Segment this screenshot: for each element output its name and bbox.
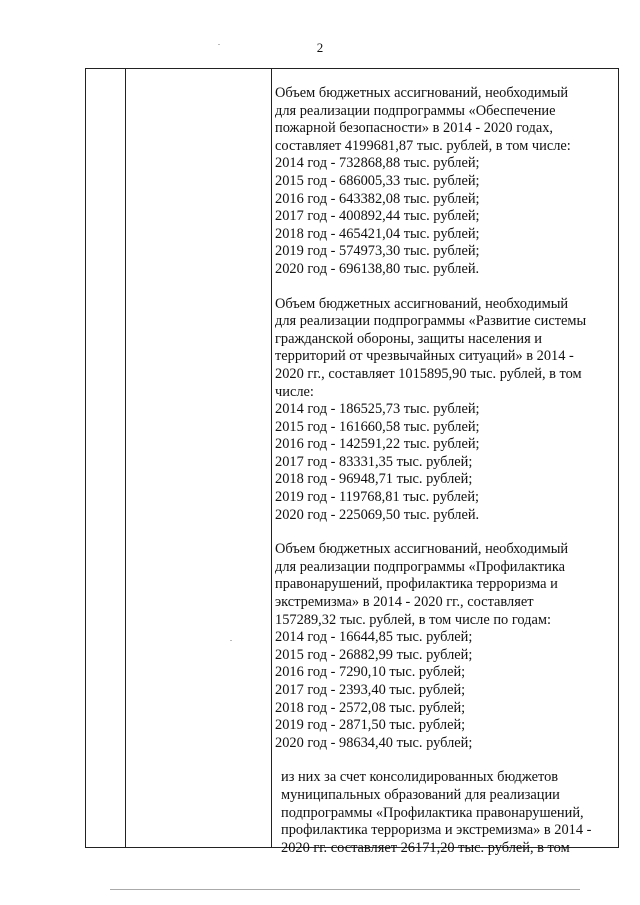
crime-prevention-budget-paragraph <box>275 541 615 752</box>
year-amount-line: 2019 год - 2871,50 тыс. рублей; <box>275 717 466 734</box>
text-line: для реализации подпрограммы «Развитие системы <box>275 313 587 330</box>
text-line: числе: <box>275 383 314 400</box>
text-line: территорий от чрезвычайных ситуаций» в 2014 - <box>275 348 574 365</box>
year-amount-line: 2016 год - 7290,10 тыс. рублей; <box>275 664 466 681</box>
text-line: для реализации подпрограммы «Обеспечение <box>275 102 556 119</box>
text-line: 2020 гг., составляет 1015895,90 тыс. рублей, в том <box>275 365 582 382</box>
year-amount-line: 2014 год - 732868,88 тыс. рублей; <box>275 155 480 172</box>
year-amount-line: 2018 год - 96948,71 тыс. рублей; <box>275 471 473 488</box>
column-divider-2 <box>271 69 272 847</box>
year-amount-line: 2018 год - 2572,08 тыс. рублей; <box>275 699 466 716</box>
text-line: Объем бюджетных ассигнований, необходимый <box>275 295 569 312</box>
scan-edge-line <box>110 889 580 890</box>
year-amount-line: 2017 год - 83331,35 тыс. рублей; <box>275 453 473 470</box>
text-line: экстремизма» в 2014 - 2020 гг., составляет <box>275 594 534 611</box>
year-amount-line: 2014 год - 16644,85 тыс. рублей; <box>275 629 473 646</box>
text-line: 157289,32 тыс. рублей, в том числе по годам: <box>275 611 551 628</box>
year-amount-line: 2020 год - 98634,40 тыс. рублей; <box>275 734 473 751</box>
text-line: профилактика терроризма и экстремизма» в 2014 - <box>281 822 592 839</box>
year-amount-line: 2020 год - 696138,80 тыс. рублей. <box>275 260 480 277</box>
text-line: пожарной безопасности» в 2014 - 2020 годах, <box>275 120 554 137</box>
text-line: составляет 4199681,87 тыс. рублей, в том числе: <box>275 137 571 154</box>
year-amount-line: 2017 год - 400892,44 тыс. рублей; <box>275 208 480 225</box>
text-line: Объем бюджетных ассигнований, необходимый <box>275 541 569 558</box>
text-line: гражданской обороны, защиты населения и <box>275 330 542 347</box>
year-amount-line: 2019 год - 119768,81 тыс. рублей; <box>275 489 480 506</box>
year-amount-line: 2016 год - 142591,22 тыс. рублей; <box>275 436 480 453</box>
year-amount-line: 2015 год - 161660,58 тыс. рублей; <box>275 418 480 435</box>
scan-speck <box>218 44 220 45</box>
year-amount-line: 2016 год - 643382,08 тыс. рублей; <box>275 190 480 207</box>
text-line: 2020 гг. составляет 26171,20 тыс. рублей, в том <box>281 839 570 856</box>
year-amount-line: 2020 год - 225069,50 тыс. рублей. <box>275 506 480 523</box>
text-line: правонарушений, профилактика терроризма и <box>275 576 558 593</box>
budget-text-cell <box>275 85 615 874</box>
year-amount-line: 2015 год - 686005,33 тыс. рублей; <box>275 172 480 189</box>
year-amount-line: 2015 год - 26882,99 тыс. рублей; <box>275 646 473 663</box>
scan-speck <box>230 640 232 641</box>
page-number: 2 <box>316 40 324 55</box>
year-amount-line: 2017 год - 2393,40 тыс. рублей; <box>275 682 466 698</box>
municipal-budget-paragraph <box>281 769 615 857</box>
text-line: подпрограммы «Профилактика правонарушений, <box>281 804 584 821</box>
text-line: для реализации подпрограммы «Профилактика <box>275 558 566 575</box>
text-line: Объем бюджетных ассигнований, необходимый <box>275 85 569 101</box>
year-amount-line: 2019 год - 574973,30 тыс. рублей; <box>275 243 480 260</box>
fire-safety-budget-paragraph <box>275 85 615 279</box>
column-divider-1 <box>125 69 126 847</box>
text-line: из них за счет консолидированных бюджетов <box>281 769 559 786</box>
year-amount-line: 2014 год - 186525,73 тыс. рублей; <box>275 401 480 418</box>
civil-defense-budget-paragraph <box>275 296 615 525</box>
year-amount-line: 2018 год - 465421,04 тыс. рублей; <box>275 225 480 242</box>
text-line: муниципальных образований для реализации <box>281 786 560 803</box>
